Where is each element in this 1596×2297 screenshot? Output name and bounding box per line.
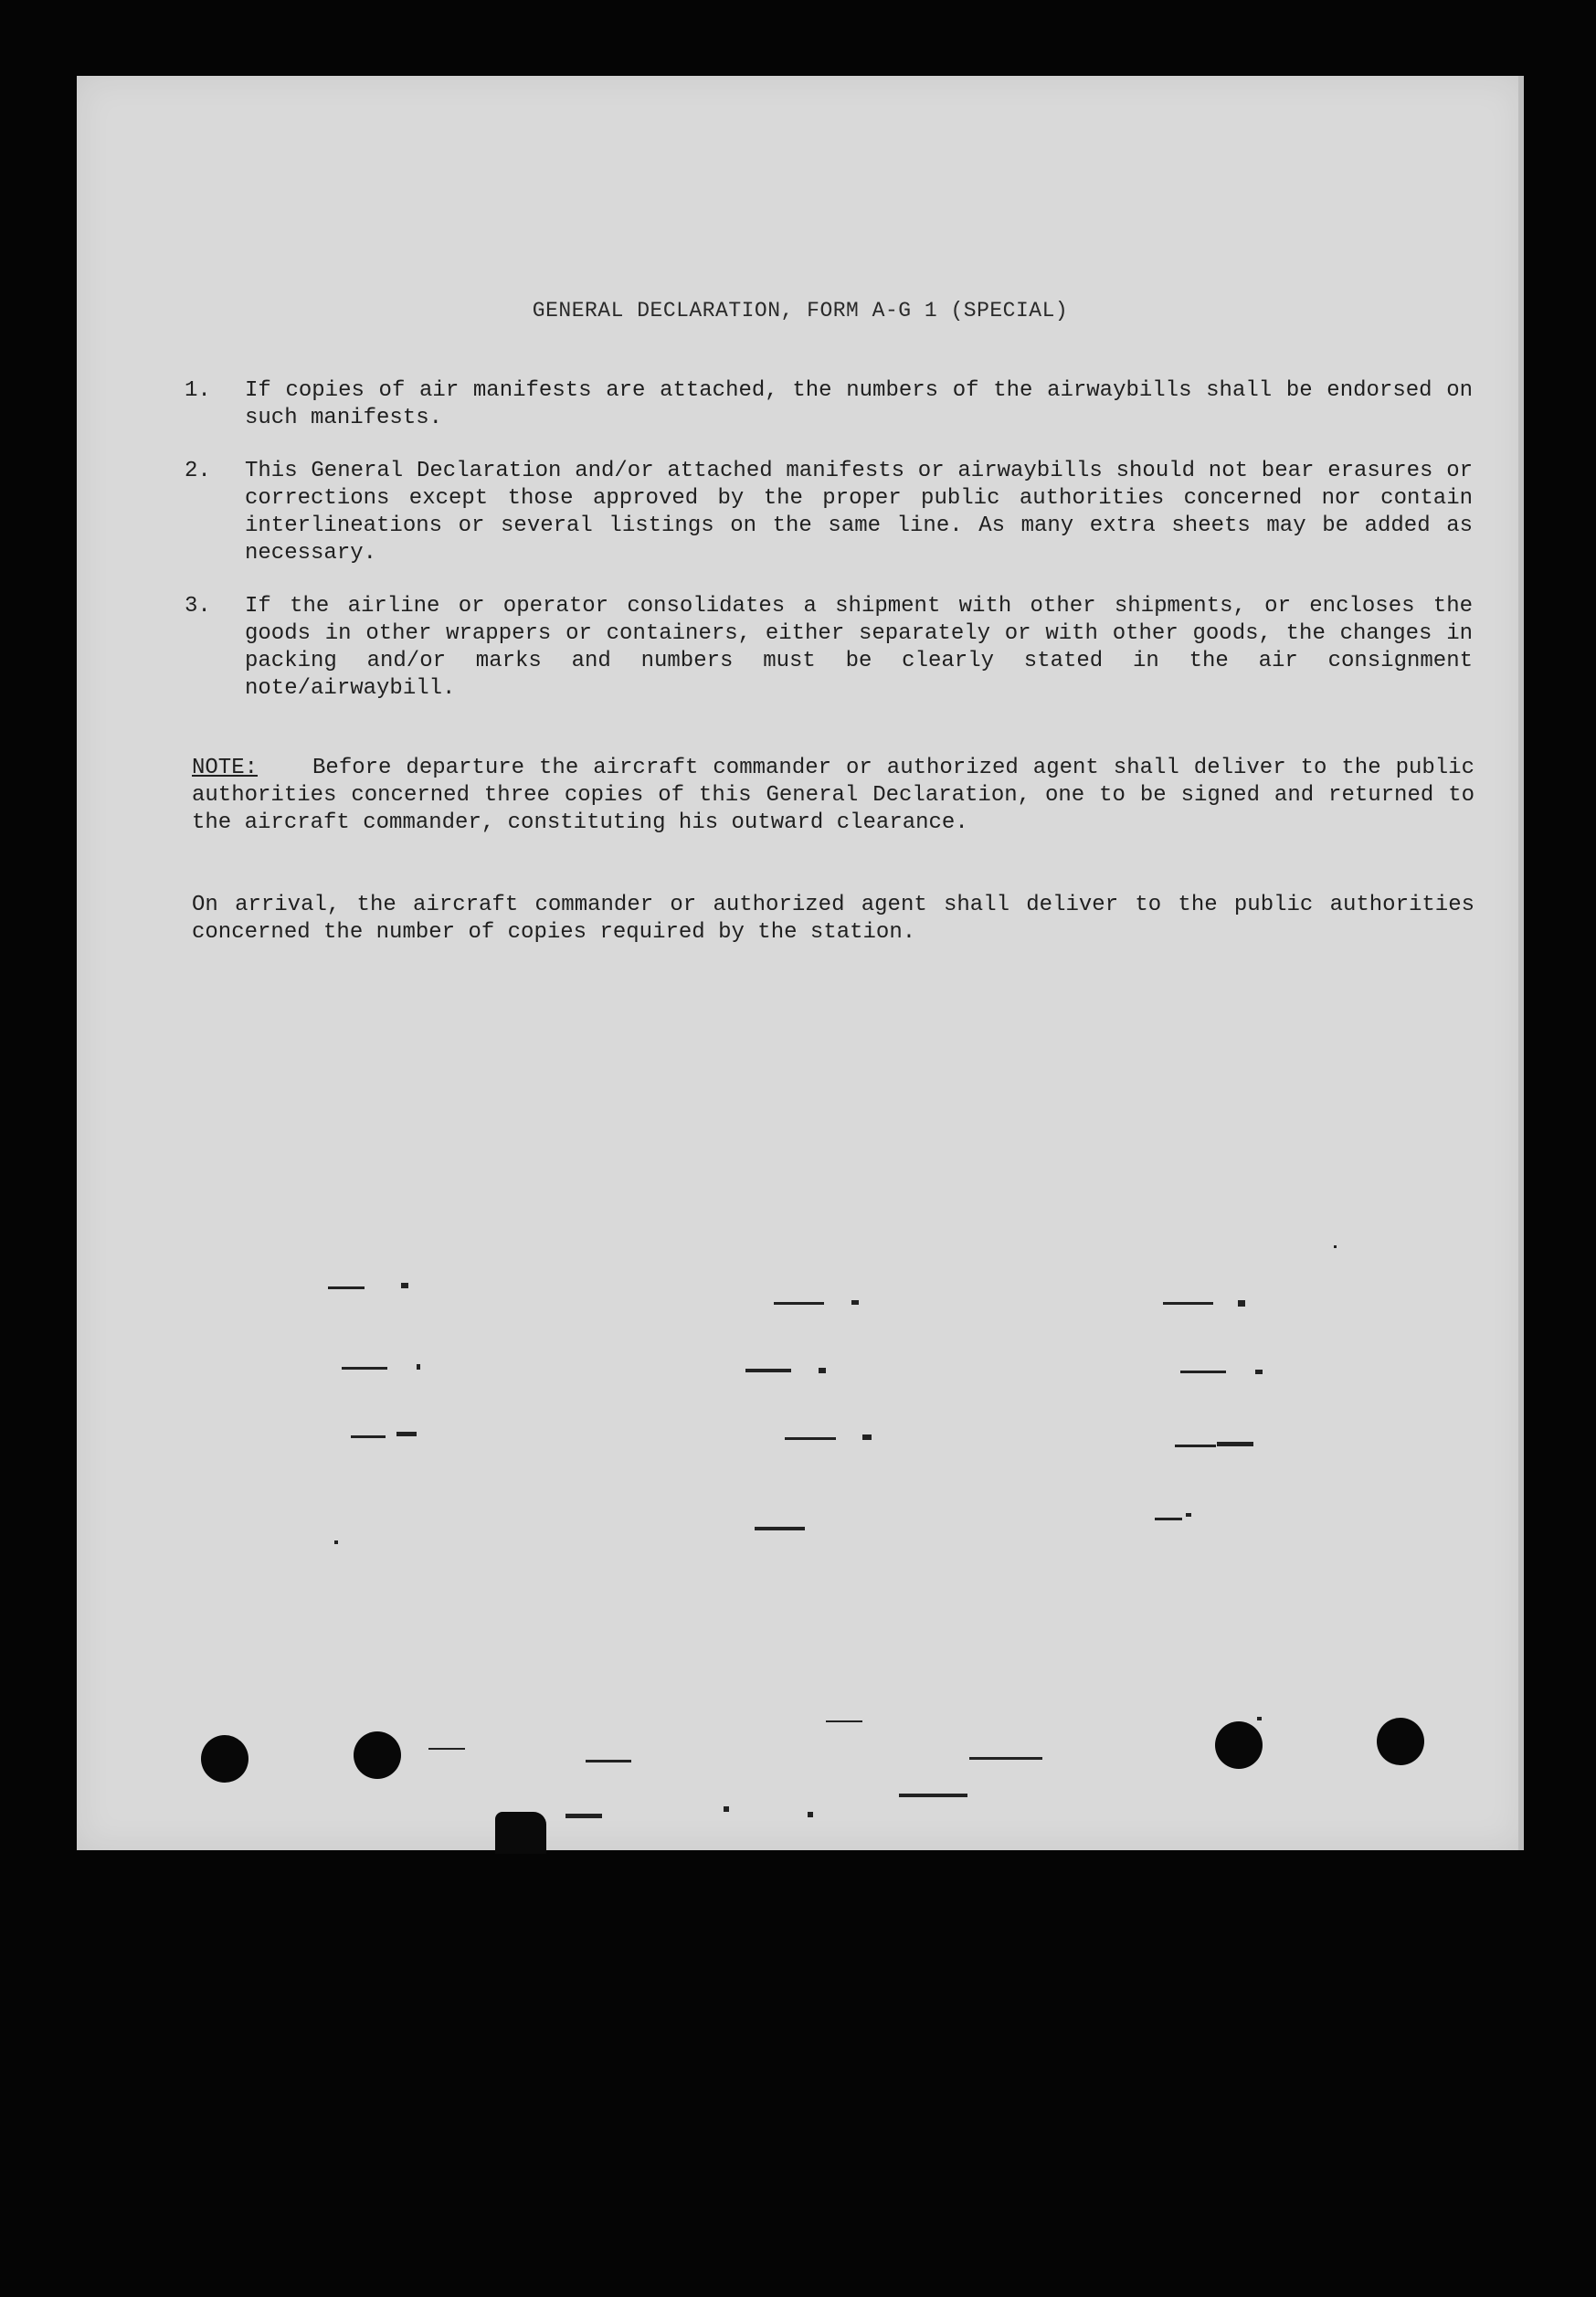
punch-hole bbox=[1215, 1721, 1263, 1769]
arrival-paragraph: On arrival, the aircraft commander or authorized agent shall deliver to the public authorities concerned the number of copies required by the station. bbox=[192, 893, 1474, 945]
document-title: GENERAL DECLARATION, FORM A-G 1 (SPECIAL) bbox=[532, 299, 1069, 323]
torn-edge bbox=[495, 1812, 546, 1854]
note-text: Before departure the aircraft commander or authorized agent shall deliver to the public authorities concerned three copies of this General Declaration, one to be signed and returned to the aircraft commander, constituting his outward clearance. bbox=[192, 756, 1474, 835]
punch-hole bbox=[354, 1731, 401, 1779]
item-number: 2. bbox=[185, 459, 211, 483]
item-number: 3. bbox=[185, 594, 211, 619]
note-label: NOTE: bbox=[192, 756, 259, 780]
item-text: If copies of air manifests are attached, the numbers of the airwaybills shall be endorsed on such manifests. bbox=[245, 378, 1473, 430]
punch-hole bbox=[201, 1735, 248, 1783]
item-text: This General Declaration and/or attached manifests or airwaybills should not bear erasures or corrections except those approved by the proper public authorities concerned nor contain interlineations or several listings on the same line. As many extra sheets may be added as necessary. bbox=[245, 459, 1473, 566]
item-number: 1. bbox=[185, 378, 211, 403]
punch-hole bbox=[1377, 1718, 1424, 1765]
item-text: If the airline or operator consolidates a shipment with other shipments, or encloses the goods in other wrappers or containers, either separately or with other goods, the changes in packing and/or marks and numbers must be clearly stated in the air consignment note/airwaybill. bbox=[245, 594, 1473, 701]
print-through-specks bbox=[77, 76, 1524, 1850]
document-page bbox=[77, 76, 1524, 1850]
